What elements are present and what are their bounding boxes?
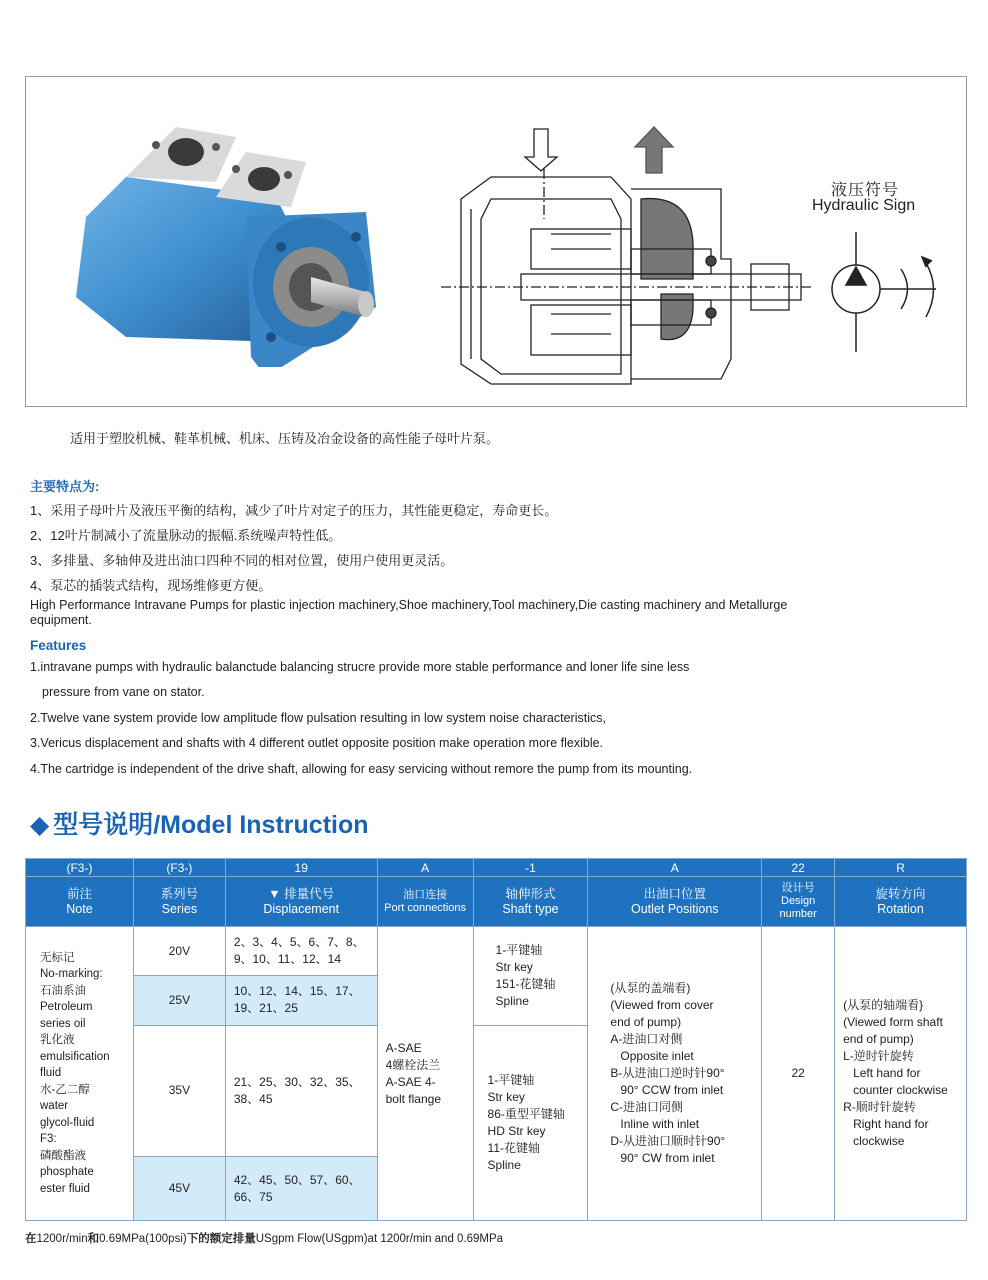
code-design: 22 [762, 859, 835, 877]
hydraulic-sign-title-en: Hydraulic Sign [812, 197, 916, 214]
feature-en-4: 4.The cartridge is independent of the drive shaft, allowing for easy servicing without remore the pump from its mounting. [30, 762, 693, 776]
port-cell [377, 927, 473, 1221]
table-row [26, 927, 967, 976]
displacement-cell: 10、12、14、15、17、 19、21、25 [225, 976, 377, 1025]
feature-en-1: 1.intravane pumps with hydraulic balanctude balancing strucre provide more stable performance and loner life sine less [30, 660, 690, 674]
series-cell: 20V [133, 927, 225, 976]
cell-line: L-逆时针旋转 [843, 1049, 914, 1063]
cell-line: bolt flange [385, 1091, 442, 1106]
cell-line: C-进油口同侧 [610, 1100, 684, 1114]
cell-line: 1-平键轴 [487, 1072, 535, 1087]
cell-line: fluid [40, 1067, 62, 1080]
hydraulic-pump-symbol [826, 227, 936, 357]
cell-line: No-marking: [40, 968, 103, 981]
cell-line: 无标记 [40, 951, 75, 964]
product-figure [25, 76, 967, 407]
head-displacement: ▼ 排量代号 Displacement [225, 877, 377, 927]
cell-line: F3: [40, 1133, 57, 1146]
code-shaft: -1 [473, 859, 588, 877]
cross-section-drawing [431, 109, 811, 389]
footnote: 在1200r/min和0.69MPa(100psi)下的额定排量USgpm Flow(USgpm)at 1200r/min and 0.69MPa [25, 1233, 504, 1245]
code-port: A [377, 859, 473, 877]
cell-line: 86-重型平键轴 [487, 1106, 565, 1121]
cell-line: (Viewed from cover [610, 998, 714, 1012]
cell-line: Left hand for [853, 1066, 921, 1080]
head-port: 油口连接 Port connections [377, 877, 473, 927]
code-series: (F3-) [133, 859, 225, 877]
cell-line: A-SAE 4- [385, 1074, 436, 1089]
feature-cn-4: 4、泵芯的插装式结构，现场维修更方便。 [30, 578, 272, 593]
model-table [25, 858, 967, 1221]
code-displacement: 19 [225, 859, 377, 877]
cell-line: Str key [495, 959, 533, 974]
head-series: 系列号 Series [133, 877, 225, 927]
cell-line: clockwise [853, 1134, 905, 1148]
head-design: 设计号 Design number [762, 877, 835, 927]
header-row [26, 877, 967, 927]
cell-line: 磷酸酯液 [40, 1149, 86, 1162]
head-note: 前注 Note [26, 877, 134, 927]
cell-line: R-顺时针旋转 [843, 1100, 916, 1114]
cell-line: A-SAE [385, 1040, 422, 1055]
code-rotation: R [835, 859, 967, 877]
cell-line: D-从进油口顺时针90° [610, 1134, 726, 1148]
head-rotation: 旋转方向 Rotation [835, 877, 967, 927]
feature-cn-1: 1、采用子母叶片及液压平衡的结构，减少了叶片对定子的压力，其性能更稳定，寿命更长。 [30, 503, 558, 518]
design-cell: 22 [762, 927, 835, 1221]
cell-line: A-进油口对侧 [610, 1032, 683, 1046]
code-row [26, 859, 967, 877]
cell-line: Spline [487, 1157, 521, 1172]
model-title-text: 型号说明/Model Instruction [53, 811, 369, 839]
cell-line: Spline [495, 993, 529, 1008]
cell-line: glycol-fluid [40, 1116, 95, 1129]
displacement-cell: 21、25、30、32、35、 38、45 [225, 1025, 377, 1157]
cell-line: phosphate [40, 1166, 94, 1179]
cell-line: water [40, 1100, 69, 1113]
feature-cn-3: 3、多排量、多轴伸及进出油口四种不同的相对位置，使用户使用更灵活。 [30, 553, 454, 568]
code-note: (F3-) [26, 859, 134, 877]
note-cell [26, 927, 134, 1221]
diamond-icon: ◆ [30, 811, 50, 839]
intro-en: High Performance Intravane Pumps for plastic injection machinery,Shoe machinery,Tool machinery,Die casting machinery and Metallurge equipment. [30, 598, 788, 627]
model-instruction-title [30, 805, 369, 841]
series-cell: 35V [133, 1025, 225, 1157]
displacement-cell: 42、45、50、57、60、 66、75 [225, 1157, 377, 1221]
cell-line: series oil [40, 1017, 86, 1030]
cell-line: Opposite inlet [620, 1049, 694, 1063]
pump-photo [66, 107, 386, 367]
cell-line: 4螺栓法兰 [385, 1057, 441, 1072]
shaft-cell-bottom [473, 1025, 588, 1220]
features-heading-en: Features [30, 638, 87, 653]
cell-line: end of pump) [843, 1032, 914, 1046]
code-outlet: A [588, 859, 762, 877]
feature-en-2: 2.Twelve vane system provide low amplitude flow pulsation resulting in low system noise characteristics, [30, 711, 606, 725]
feature-en-3: 3.Vericus displacement and shafts with 4 different outlet opposite position make operation more flexible. [30, 736, 604, 750]
outlet-cell [588, 927, 762, 1221]
rotation-cell [835, 927, 967, 1221]
cell-line: 90° CW from inlet [620, 1151, 715, 1165]
cell-line: 90° CCW from inlet [620, 1083, 724, 1097]
hydraulic-sign-title-cn: 液压符号 [831, 182, 900, 199]
cell-line: 乳化液 [40, 1034, 75, 1047]
features-heading-cn: 主要特点为: [30, 479, 100, 494]
cell-line: HD Str key [487, 1123, 546, 1138]
cell-line: ester fluid [40, 1182, 90, 1195]
series-cell: 45V [133, 1157, 225, 1221]
cell-line: (从泵的轴端看} [843, 998, 924, 1012]
displacement-cell: 2、3、4、5、6、7、8、 9、10、11、12、14 [225, 927, 377, 976]
cell-line: (从泵的盖端看) [610, 981, 691, 995]
head-shaft: 轴伸形式 Shaft type [473, 877, 588, 927]
feature-en-1-cont: pressure from vane on stator. [42, 685, 205, 699]
cell-line: Right hand for [853, 1117, 929, 1131]
head-outlet: 出油口位置 Outlet Positions [588, 877, 762, 927]
feature-cn-2: 2、12叶片制减小了流量脉动的振幅.系统噪声特性低。 [30, 528, 342, 543]
cell-line: Petroleum [40, 1001, 93, 1014]
cell-line: (Viewed form shaft [843, 1015, 943, 1029]
cell-line: B-从进油口逆时针90° [610, 1066, 725, 1080]
cell-line: end of pump) [610, 1015, 682, 1029]
cell-line: 水-乙二醇 [40, 1083, 90, 1096]
cell-line: counter clockwise [853, 1083, 948, 1097]
cell-line: emulsification [40, 1050, 110, 1063]
cell-line: Inline with inlet [620, 1117, 700, 1131]
series-cell: 25V [133, 976, 225, 1025]
cell-line: 1-平键轴 [495, 942, 543, 957]
cell-line: 11-花键轴 [487, 1140, 540, 1155]
intro-cn: 适用于塑胶机械、鞋革机械、机床、压铸及冶金设备的高性能子母叶片泵。 [70, 431, 500, 446]
cell-line: Str key [487, 1089, 525, 1104]
shaft-cell-top [473, 927, 588, 1026]
cell-line: 151-花键轴 [495, 976, 556, 991]
cell-line: 石油系油 [40, 984, 86, 997]
